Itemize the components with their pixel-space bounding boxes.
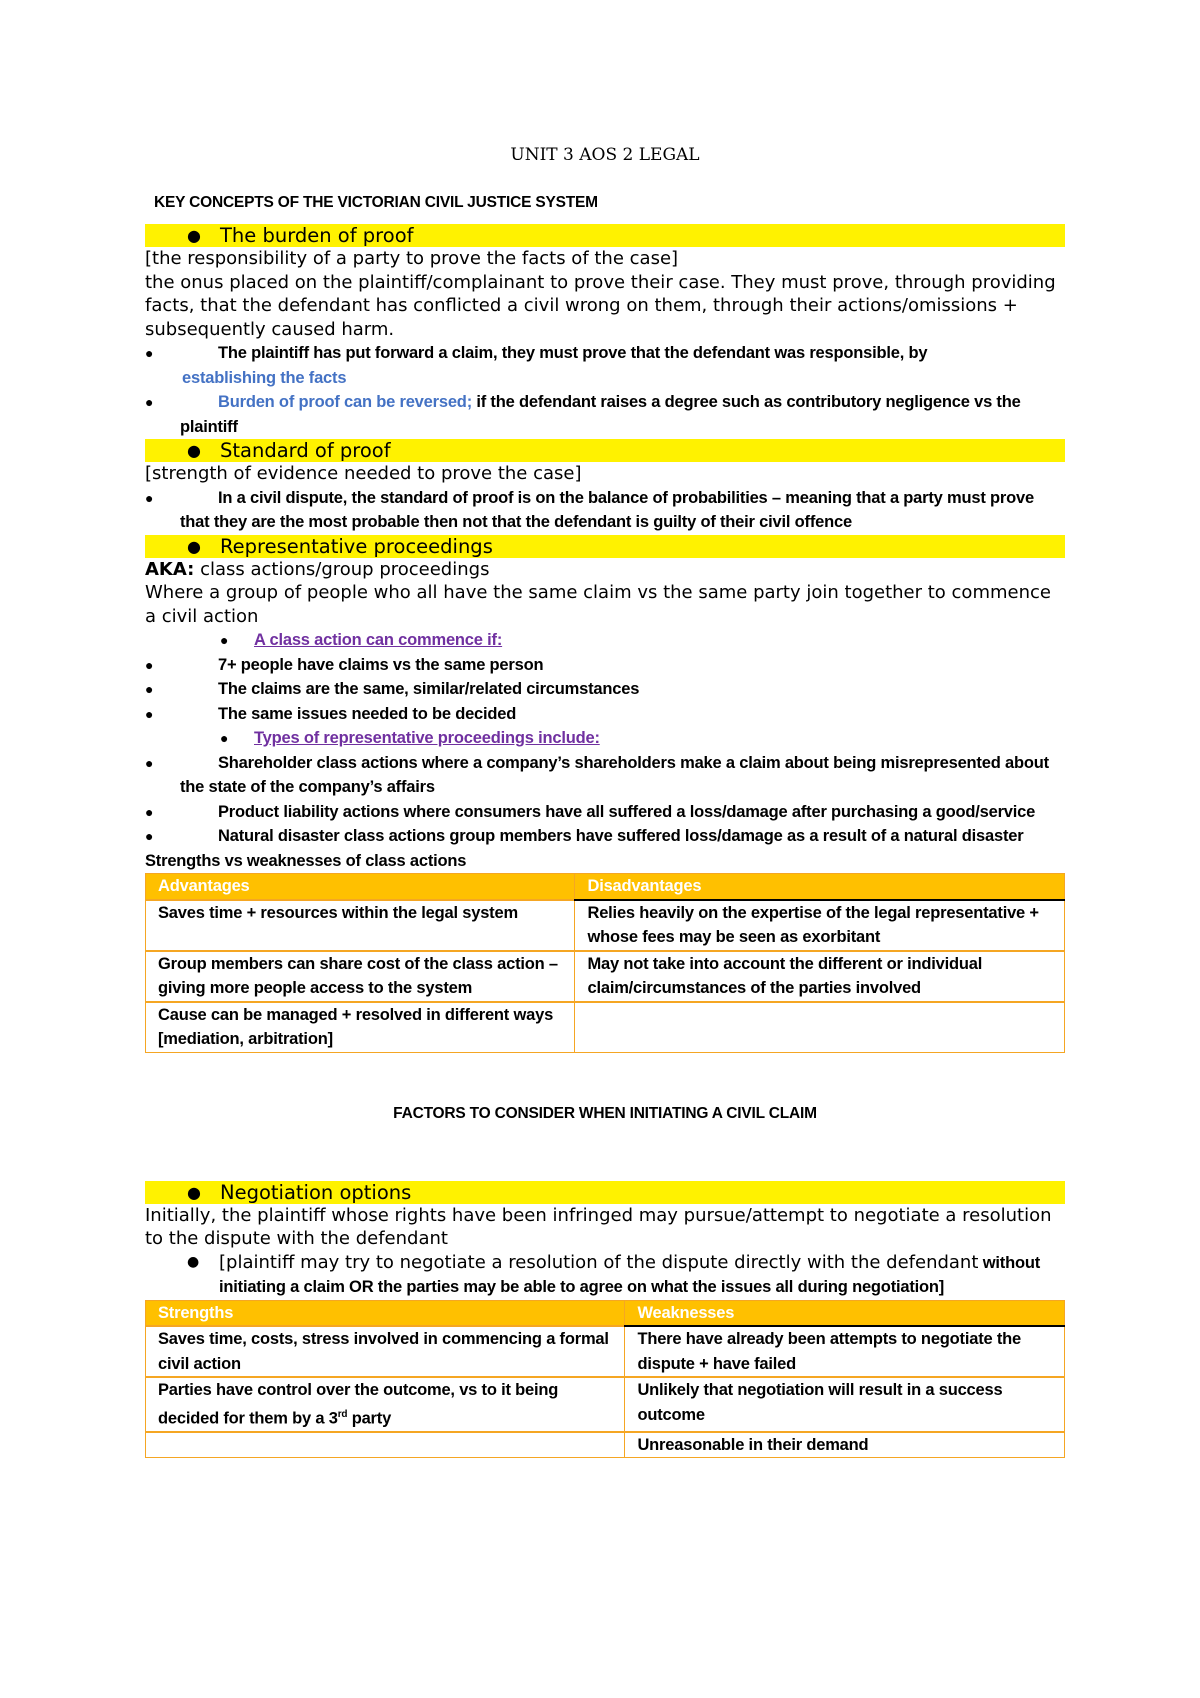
section-title-key-concepts: KEY CONCEPTS OF THE VICTORIAN CIVIL JUSTICE SYSTEM [154,194,598,211]
bullet-icon: ● [145,345,154,361]
bullet-icon: ● [220,632,229,648]
negotiation-paragraph: Initially, the plaintiff whose rights have been infringed may pursue/attempt to negotiate a resolution to the dispute with the defendant [145,1204,1052,1249]
bullet-icon: ● [145,681,154,697]
class-actions-table [145,873,1065,1053]
bullet-icon: ● [145,754,154,771]
table-header-advantages: Advantages [146,874,575,900]
section-title-factors: FACTORS TO CONSIDER WHEN INITIATING A CIVIL CLAIM [393,1104,817,1122]
table-header-row [146,1300,1065,1326]
negotiation-table [145,1300,1065,1459]
table-header-strengths: Strengths [146,1300,625,1326]
bullet-icon: ● [187,536,201,556]
list-item: ● Shareholder class actions where a company’s shareholders make a claim about being misrepresented about the state of the company’s affairs [145,751,1065,800]
bullet-icon: ● [187,441,201,460]
bullet-icon: ● [145,394,154,410]
class-actions-table-label: Strengths vs weaknesses of class actions [145,851,467,870]
aka-line: AKA: class actions/group proceedings [145,558,490,580]
table-row: Saves time, costs, stress involved in commencing a formal civil action There have already been attempts to negotiate the dispute + have failed [146,1326,1065,1377]
table-row: Cause can be managed + resolved in different ways [mediation, arbitration] [146,1002,1065,1053]
table-header-disadvantages: Disadvantages [575,874,1065,900]
standard-definition: [strength of evidence needed to prove the case] [145,463,582,484]
bullet-icon: ● [145,828,154,844]
bullet-icon: ● [145,705,154,722]
burden-paragraph: the onus placed on the plaintiff/complainant to prove their case. They must prove, through providing facts, that the defendant has conflicted a civil wrong on them, through their actions/omissions + subsequently caused harm. [145,271,1056,340]
bullet-icon: ● [220,730,229,746]
heading-representative-proceedings: ● Representative proceedings [145,535,1065,558]
page-title: UNIT 3 AOS 2 LEGAL [510,145,700,165]
negotiation-bullet: ● [plaintiff may try to negotiate a resolution of the dispute directly with the defendant without initiating a claim OR the parties may be able to agree on what the issues all during negotiation] [187,1251,1041,1296]
representative-paragraph: Where a group of people who all have the same claim vs the same party join together to commence a civil action [145,582,1051,627]
table-header-weaknesses: Weaknesses [625,1300,1065,1326]
types-list [145,751,1065,849]
list-item: ● In a civil dispute, the standard of proof is on the balance of probabilities – meaning that a party must prove that they are the most probable then not that the defendant is guilty of their civil offence [145,486,1065,535]
list-item: ● The plaintiff has put forward a claim, they must prove that the defendant was responsible, by [145,341,1065,366]
list-item: ● Burden of proof can be reversed; if the defendant raises a degree such as contributory negligence vs the plaintiff [145,390,1065,439]
table-row: Unreasonable in their demand [146,1432,1065,1458]
table-header-row [146,874,1065,900]
subheading-types: ● Types of representative proceedings include: [145,726,1065,751]
list-item: ● Natural disaster class actions group members have suffered loss/damage as a result of a natural disaster [145,824,1065,849]
burden-definition: [the responsibility of a party to prove the facts of the case] [145,248,679,269]
heading-burden-of-proof: ● The burden of proof [145,224,1065,247]
bullet-icon: ● [187,1253,200,1270]
bullet-icon: ● [145,803,154,820]
bullet-icon: ● [145,489,154,506]
table-row: Parties have control over the outcome, vs to it being decided for them by a 3rd party Unlikely that negotiation will result in a success outcome [146,1377,1065,1432]
document-content [145,145,1065,1458]
heading-standard-of-proof: ● Standard of proof [145,439,1065,462]
bullet-icon: ● [145,656,154,673]
list-item: ● Product liability actions where consumers have all suffered a loss/damage after purchasing a good/service [145,800,1065,825]
commence-list [145,653,1065,727]
list-item-continuation: establishing the facts [182,368,347,387]
bullet-icon: ● [187,1182,201,1202]
list-item: ● 7+ people have claims vs the same person [145,653,1065,678]
table-row: Saves time + resources within the legal system Relies heavily on the expertise of the legal representative + whose fees may be seen as exorbitant [146,900,1065,951]
subheading-commence: ● A class action can commence if: [145,628,1065,653]
list-item: ● The same issues needed to be decided [145,702,1065,727]
table-row: Group members can share cost of the class action – giving more people access to the system May not take into account the different or individual claim/circumstances of the parties involved [146,951,1065,1002]
list-item: ● The claims are the same, similar/related circumstances [145,677,1065,702]
heading-negotiation-options: ● Negotiation options [145,1181,1065,1204]
bullet-icon: ● [187,226,201,245]
